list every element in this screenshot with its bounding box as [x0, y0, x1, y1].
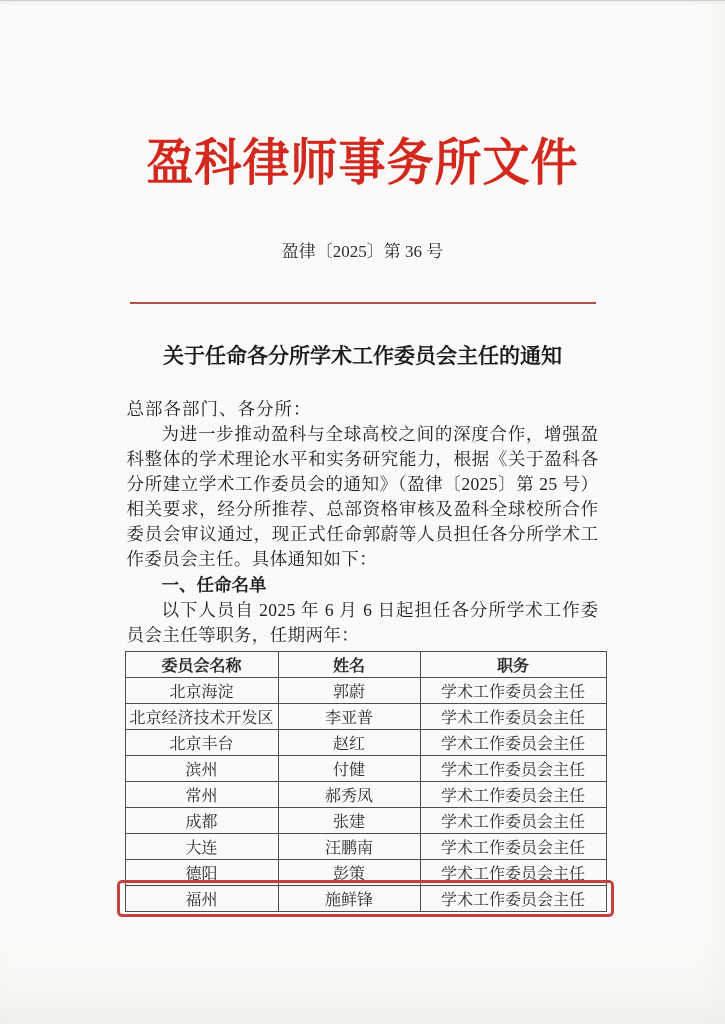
- section-heading: 一、任命名单: [161, 575, 267, 595]
- table-row: [125, 756, 606, 782]
- table-cell: 学术工作委员会主任: [420, 886, 606, 912]
- table-row: [125, 860, 606, 886]
- table-cell: 成都: [125, 808, 278, 834]
- table-body: [125, 678, 606, 912]
- table-cell: 学术工作委员会主任: [420, 808, 606, 834]
- table-cell: 郝秀凤: [278, 782, 420, 808]
- table-cell: 汪鹏南: [278, 834, 420, 860]
- column-header: 委员会名称: [125, 652, 278, 678]
- document-number: 盈律〔2025〕第 36 号: [281, 242, 444, 261]
- table-cell: 彭策: [278, 860, 420, 886]
- table-cell: 郭蔚: [278, 678, 420, 704]
- table-cell: 北京丰台: [125, 730, 278, 756]
- table-cell: 学术工作委员会主任: [420, 704, 606, 730]
- table-cell: 张建: [278, 808, 420, 834]
- table-cell: 常州: [125, 782, 278, 808]
- table-cell: 付健: [278, 756, 420, 782]
- table-row: [125, 782, 606, 808]
- table-cell: 赵红: [278, 730, 420, 756]
- table-header: [125, 652, 606, 678]
- notice-title: 关于任命各分所学术工作委员会主任的通知: [163, 345, 562, 368]
- table-row: [125, 834, 606, 860]
- table-row: [125, 704, 606, 730]
- table-cell: 学术工作委员会主任: [420, 756, 606, 782]
- red-divider-rule: [130, 302, 596, 304]
- letterhead-title: 盈科律师事务所文件: [146, 135, 579, 193]
- table-cell: 施鲜锋: [278, 886, 420, 912]
- table-row: [125, 730, 606, 756]
- table-row: [125, 678, 606, 704]
- body-paragraph: 为进一步推动盈科与全球高校之间的深度合作，增强盈科整体的学术理论水平和实务研究能力，根据《关于盈科各分所建立学术工作委员会的通知》（盈律〔2025〕第 25 号）相关要求，经分所推荐、总部资格审核及盈科全球校所合作委员会审议通过，现正式任命郭蔚等人员担任各分所学术工作委员会主任。具体通知如下：: [126, 424, 599, 569]
- table-row: [125, 808, 606, 834]
- table-cell: 福州: [125, 886, 278, 912]
- table-cell: 学术工作委员会主任: [420, 678, 606, 704]
- table-cell: 学术工作委员会主任: [420, 730, 606, 756]
- appointment-table-wrap: [125, 651, 607, 912]
- table-cell: 学术工作委员会主任: [420, 782, 606, 808]
- table-header-row: [125, 652, 606, 678]
- table-cell: 李亚普: [278, 704, 420, 730]
- table-cell: 德阳: [125, 860, 278, 886]
- table-cell: 北京海淀: [125, 678, 278, 704]
- salutation: 总部各部门、各分所：: [126, 399, 312, 419]
- section-intro: 以下人员自 2025 年 6 月 6 日起担任各分所学术工作委员会主任等职务，任期两年：: [126, 600, 599, 645]
- table-cell: 学术工作委员会主任: [420, 860, 606, 886]
- table-cell: 北京经济技术开发区: [125, 704, 278, 730]
- table-cell: 大连: [125, 834, 278, 860]
- column-header: 姓名: [278, 652, 420, 678]
- column-header: 职务: [420, 652, 606, 678]
- appointment-table: [125, 651, 607, 912]
- table-row-highlighted: [125, 886, 606, 912]
- document-body: [127, 396, 599, 912]
- table-cell: 学术工作委员会主任: [420, 834, 606, 860]
- table-cell: 滨州: [125, 756, 278, 782]
